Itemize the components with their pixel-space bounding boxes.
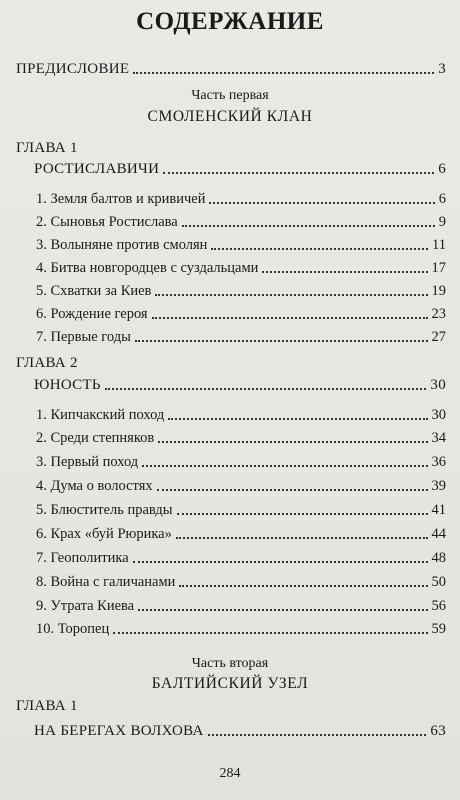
dot-leader <box>179 585 427 587</box>
toc-entry-page: 48 <box>431 550 446 566</box>
toc-entry <box>36 429 446 447</box>
toc-entry <box>36 620 446 638</box>
dot-leader <box>209 202 434 204</box>
dot-leader <box>157 489 428 491</box>
toc-title: СОДЕРЖАНИЕ <box>136 8 324 35</box>
toc-entry-label: 6. Рождение героя <box>36 306 148 322</box>
toc-entry <box>36 525 446 543</box>
toc-entry-label: 3. Волыняне против смолян <box>36 237 208 253</box>
toc-entry-label: 3. Первый поход <box>36 454 139 470</box>
toc-entry-label: 7. Первые годы <box>36 329 131 345</box>
dot-leader <box>182 225 435 227</box>
dot-leader <box>135 340 428 342</box>
toc-entry-page: 36 <box>431 454 446 470</box>
dot-leader <box>208 734 427 736</box>
toc-entry <box>36 236 446 254</box>
toc-entry-label: ПРЕДИСЛОВИЕ <box>16 61 130 77</box>
toc-entry <box>36 549 446 567</box>
toc-entry-page: 6 <box>438 161 446 177</box>
toc-entry <box>36 213 446 231</box>
toc-entry <box>36 282 446 300</box>
toc-entry-page: 63 <box>430 723 446 739</box>
chapter-label: ГЛАВА 2 <box>16 355 78 371</box>
toc-entry-label: 1. Земля балтов и кривичей <box>36 191 206 207</box>
dot-leader <box>177 513 428 515</box>
toc-entry-page: 6 <box>438 191 446 207</box>
toc-entry <box>36 597 446 615</box>
dot-leader <box>158 441 427 443</box>
toc-entry-label: 4. Дума о волостях <box>36 478 153 494</box>
toc-entry-page: 19 <box>431 283 446 299</box>
toc-entry-label: 10. Торопец <box>36 621 110 637</box>
toc-entry-page: 56 <box>431 598 446 614</box>
toc-entry-label: 8. Война с галичанами <box>36 574 176 590</box>
toc-entry <box>36 328 446 346</box>
part-title: БАЛТИЙСКИЙ УЗЕЛ <box>151 675 309 692</box>
dot-leader <box>211 248 428 250</box>
toc-entry-page: 27 <box>431 329 446 345</box>
chapter-label: ГЛАВА 1 <box>16 698 78 714</box>
dot-leader <box>133 72 434 74</box>
part-label: Часть вторая <box>191 656 269 671</box>
toc-entry <box>36 259 446 277</box>
toc-entry-label: 9. Утрата Киева <box>36 598 135 614</box>
dot-leader <box>152 317 428 319</box>
dot-leader <box>168 418 427 420</box>
toc-entry-label: 7. Геополитика <box>36 550 129 566</box>
dot-leader <box>113 632 427 634</box>
toc-entry-label: 1. Кипчакский поход <box>36 407 165 423</box>
toc-entry-page: 59 <box>431 621 446 637</box>
toc-entry <box>36 477 446 495</box>
toc-entry-label: 4. Битва новгородцев с суздальцами <box>36 260 259 276</box>
dot-leader <box>133 561 428 563</box>
toc-entry-label: 2. Сыновья Ростислава <box>36 214 178 230</box>
toc-entry-page: 41 <box>431 502 446 518</box>
toc-entry <box>36 453 446 471</box>
toc-entry-page: 44 <box>431 526 446 542</box>
toc-entry <box>36 190 446 208</box>
toc-entry-chapter-heading <box>34 722 446 740</box>
toc-entry <box>36 305 446 323</box>
page-number: 284 <box>219 766 241 781</box>
toc-entry-page: 23 <box>431 306 446 322</box>
toc-entry-page: 30 <box>431 407 446 423</box>
toc-entry-page: 9 <box>438 214 446 230</box>
dot-leader <box>142 465 427 467</box>
dot-leader <box>176 537 428 539</box>
toc-entry-label: 5. Схватки за Киев <box>36 283 152 299</box>
toc-entry <box>36 573 446 591</box>
toc-entry-label: 6. Крах «буй Рюрика» <box>36 526 172 542</box>
toc-entry-page: 30 <box>430 377 446 393</box>
toc-entry-chapter-heading <box>34 160 446 178</box>
toc-entry-chapter-heading <box>34 376 446 394</box>
toc-entry-page: 50 <box>431 574 446 590</box>
dot-leader <box>138 609 427 611</box>
dot-leader <box>155 294 427 296</box>
toc-entry <box>36 406 446 424</box>
toc-entry-label: 2. Среди степняков <box>36 430 155 446</box>
part-label: Часть первая <box>191 88 269 103</box>
toc-entry-page: 17 <box>431 260 446 276</box>
chapter-label: ГЛАВА 1 <box>16 140 78 156</box>
part-title: СМОЛЕНСКИЙ КЛАН <box>147 108 313 125</box>
toc-entry-label: РОСТИСЛАВИЧИ <box>34 161 160 177</box>
toc-entry-page: 11 <box>432 237 446 253</box>
toc-entry-preface <box>16 60 446 78</box>
toc-entry <box>36 501 446 519</box>
toc-entry-page: 3 <box>438 61 446 77</box>
toc-entry-page: 39 <box>431 478 446 494</box>
toc-entry-label: 5. Блюститель правды <box>36 502 173 518</box>
toc-entry-page: 34 <box>431 430 446 446</box>
dot-leader <box>163 172 434 174</box>
dot-leader <box>105 388 427 390</box>
dot-leader <box>262 271 427 273</box>
toc-entry-label: ЮНОСТЬ <box>34 377 101 393</box>
toc-entry-label: НА БЕРЕГАХ ВОЛХОВА <box>34 723 204 739</box>
